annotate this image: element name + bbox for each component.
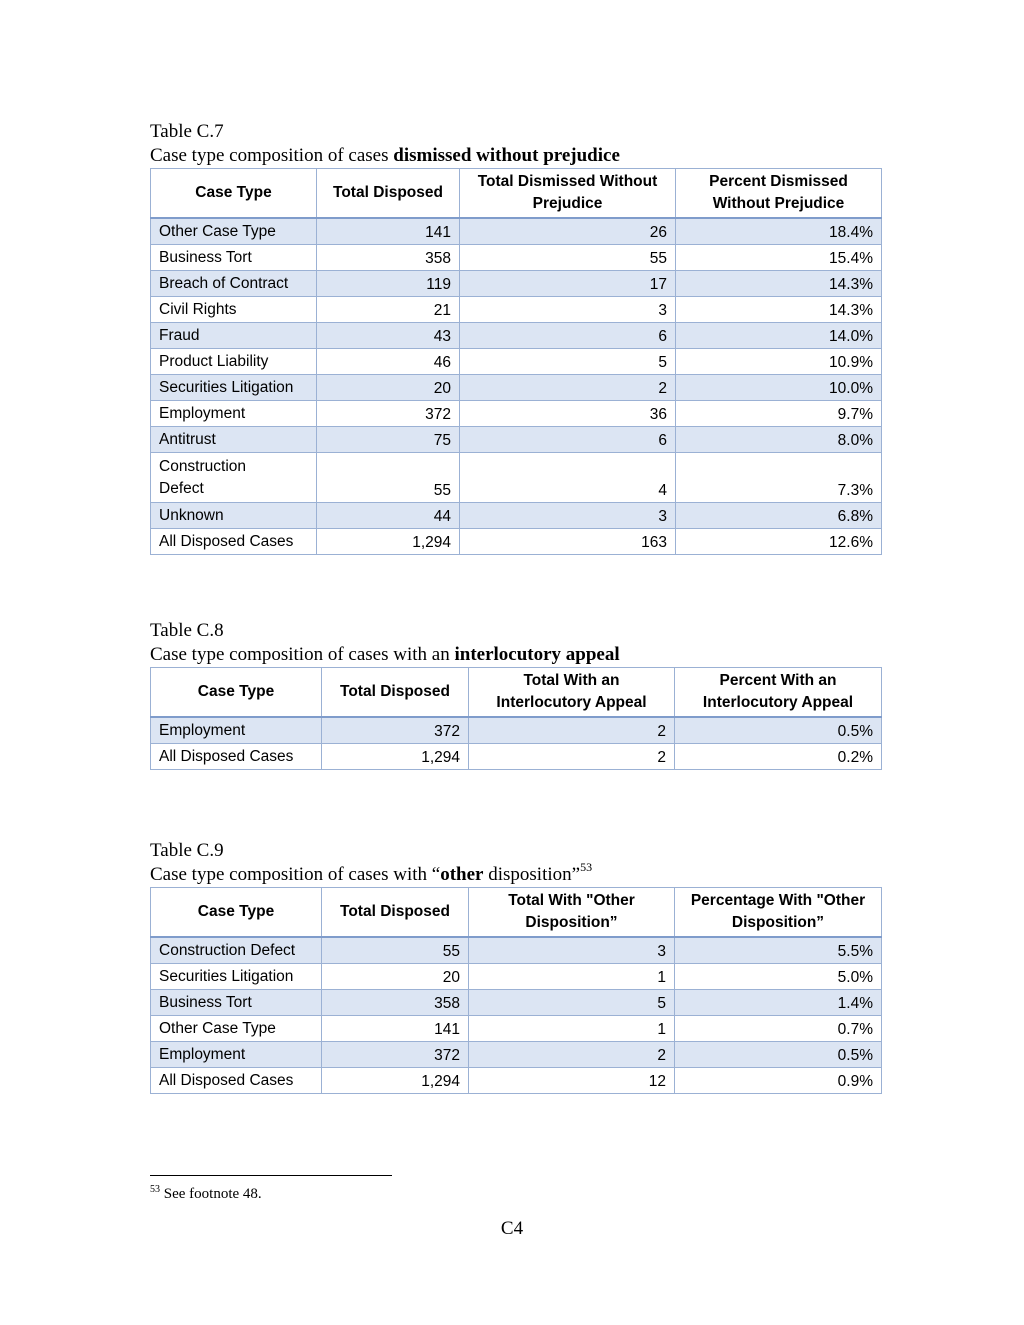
cell-count: 3 <box>460 297 676 323</box>
cell-percent: 5.0% <box>675 964 882 990</box>
table-header-row <box>151 888 882 938</box>
cell-total-disposed: 372 <box>322 717 469 744</box>
header-total-disposed: Total Disposed <box>322 888 469 938</box>
cell-total-disposed: 1,294 <box>317 529 460 555</box>
cell-count: 163 <box>460 529 676 555</box>
cell-total-disposed: 21 <box>317 297 460 323</box>
cell-total-disposed: 20 <box>317 375 460 401</box>
cell-case-type: Construction Defect <box>151 937 322 964</box>
table-row <box>151 349 882 375</box>
footnote-divider <box>150 1175 392 1176</box>
cell-count: 26 <box>460 218 676 245</box>
table-row <box>151 323 882 349</box>
footnote-number: 53 <box>150 1184 160 1195</box>
cell-percent: 0.9% <box>675 1068 882 1094</box>
cell-count: 2 <box>469 1042 675 1068</box>
header-case-type: Case Type <box>151 668 322 718</box>
table-row <box>151 427 882 453</box>
header-case-type: Case Type <box>151 169 317 219</box>
caption-text: Case type composition of cases with an <box>150 644 455 665</box>
cell-percent: 0.7% <box>675 1016 882 1042</box>
cell-case-type: Construction Defect <box>151 453 317 503</box>
cell-count: 1 <box>469 1016 675 1042</box>
table-row <box>151 218 882 245</box>
cell-percent: 14.3% <box>676 271 882 297</box>
table-row <box>151 529 882 555</box>
table-number: Table C.9 <box>150 840 224 861</box>
cell-total-disposed: 43 <box>317 323 460 349</box>
header-total-count: Total With an Interlocutory Appeal <box>469 668 675 718</box>
header-total-count: Total Dismissed Without Prejudice <box>460 169 676 219</box>
cell-total-disposed: 55 <box>322 937 469 964</box>
cell-count: 5 <box>469 990 675 1016</box>
caption-text-end: disposition” <box>483 864 581 885</box>
cell-total-disposed: 119 <box>317 271 460 297</box>
cell-count: 2 <box>460 375 676 401</box>
cell-count: 6 <box>460 427 676 453</box>
caption-emphasis: dismissed without prejudice <box>393 145 620 166</box>
cell-case-type: Breach of Contract <box>151 271 317 297</box>
cell-case-type: Business Tort <box>151 245 317 271</box>
table-row <box>151 1042 882 1068</box>
cell-case-type: Civil Rights <box>151 297 317 323</box>
cell-count: 4 <box>460 453 676 503</box>
cell-count: 3 <box>469 937 675 964</box>
cell-case-type: Product Liability <box>151 349 317 375</box>
cell-percent: 18.4% <box>676 218 882 245</box>
cell-percent: 9.7% <box>676 401 882 427</box>
caption-footnote-ref: 53 <box>580 859 593 874</box>
header-case-type: Case Type <box>151 888 322 938</box>
header-total-disposed: Total Disposed <box>322 668 469 718</box>
table-caption <box>150 144 881 168</box>
cell-case-type: Business Tort <box>151 990 322 1016</box>
table-row <box>151 271 882 297</box>
table-row <box>151 375 882 401</box>
cell-case-type: Employment <box>151 1042 322 1068</box>
cell-percent: 8.0% <box>676 427 882 453</box>
cell-total-disposed: 1,294 <box>322 1068 469 1094</box>
table-row <box>151 744 882 770</box>
cell-total-disposed: 141 <box>322 1016 469 1042</box>
table-row <box>151 297 882 323</box>
cell-total-disposed: 358 <box>322 990 469 1016</box>
cell-total-disposed: 20 <box>322 964 469 990</box>
cell-case-type: All Disposed Cases <box>151 744 322 770</box>
table-c8 <box>150 667 882 770</box>
cell-count: 5 <box>460 349 676 375</box>
cell-case-type: Employment <box>151 717 322 744</box>
cell-percent: 14.3% <box>676 297 882 323</box>
cell-percent: 0.5% <box>675 1042 882 1068</box>
header-percent: Percentage With "Other Disposition” <box>675 888 882 938</box>
cell-count: 12 <box>469 1068 675 1094</box>
header-percent: Percent Dismissed Without Prejudice <box>676 169 882 219</box>
caption-text: Case type composition of cases with “ <box>150 864 441 885</box>
caption-emphasis: interlocutory appeal <box>454 644 620 665</box>
cell-count: 2 <box>469 744 675 770</box>
table-row <box>151 401 882 427</box>
cell-percent: 10.0% <box>676 375 882 401</box>
table-header-row <box>151 668 882 718</box>
caption-emphasis: other <box>440 864 484 885</box>
cell-total-disposed: 141 <box>317 218 460 245</box>
cell-count: 3 <box>460 503 676 529</box>
table-row <box>151 964 882 990</box>
cell-case-type: Securities Litigation <box>151 375 317 401</box>
table-row <box>151 453 882 503</box>
cell-case-type: Employment <box>151 401 317 427</box>
cell-count: 1 <box>469 964 675 990</box>
table-c9-block <box>150 839 881 1094</box>
cell-total-disposed: 372 <box>317 401 460 427</box>
cell-total-disposed: 358 <box>317 245 460 271</box>
cell-count: 55 <box>460 245 676 271</box>
cell-case-type: Other Case Type <box>151 1016 322 1042</box>
cell-count: 36 <box>460 401 676 427</box>
table-caption <box>150 643 881 667</box>
cell-total-disposed: 55 <box>317 453 460 503</box>
cell-case-type: Securities Litigation <box>151 964 322 990</box>
header-percent: Percent With an Interlocutory Appeal <box>675 668 882 718</box>
header-total-count: Total With "Other Disposition” <box>469 888 675 938</box>
cell-percent: 14.0% <box>676 323 882 349</box>
footnote-text: See footnote 48. <box>160 1186 262 1202</box>
cell-percent: 12.6% <box>676 529 882 555</box>
cell-total-disposed: 46 <box>317 349 460 375</box>
table-number: Table C.8 <box>150 620 224 641</box>
table-header-row <box>151 169 882 219</box>
cell-percent: 15.4% <box>676 245 882 271</box>
table-row <box>151 1016 882 1042</box>
table-number: Table C.7 <box>150 121 224 142</box>
cell-case-type: Unknown <box>151 503 317 529</box>
cell-total-disposed: 75 <box>317 427 460 453</box>
cell-percent: 0.2% <box>675 744 882 770</box>
cell-percent: 10.9% <box>676 349 882 375</box>
cell-total-disposed: 372 <box>322 1042 469 1068</box>
cell-percent: 0.5% <box>675 717 882 744</box>
cell-case-type: Antitrust <box>151 427 317 453</box>
cell-percent: 1.4% <box>675 990 882 1016</box>
cell-count: 6 <box>460 323 676 349</box>
cell-percent: 6.8% <box>676 503 882 529</box>
table-c9 <box>150 887 882 1094</box>
cell-case-type: Fraud <box>151 323 317 349</box>
table-row <box>151 503 882 529</box>
table-c8-block <box>150 619 881 770</box>
table-row <box>151 1068 882 1094</box>
table-row <box>151 245 882 271</box>
cell-case-type: All Disposed Cases <box>151 1068 322 1094</box>
caption-text: Case type composition of cases <box>150 145 394 166</box>
cell-count: 2 <box>469 717 675 744</box>
cell-total-disposed: 44 <box>317 503 460 529</box>
table-row <box>151 717 882 744</box>
cell-percent: 5.5% <box>675 937 882 964</box>
table-caption <box>150 859 881 887</box>
table-c7 <box>150 168 882 555</box>
table-row <box>151 937 882 964</box>
table-row <box>151 990 882 1016</box>
table-c7-block <box>150 120 881 555</box>
page-number: C4 <box>500 1218 524 1239</box>
cell-percent: 7.3% <box>676 453 882 503</box>
header-total-disposed: Total Disposed <box>317 169 460 219</box>
footnote <box>150 1184 262 1203</box>
cell-case-type: All Disposed Cases <box>151 529 317 555</box>
cell-total-disposed: 1,294 <box>322 744 469 770</box>
cell-count: 17 <box>460 271 676 297</box>
cell-case-type: Other Case Type <box>151 218 317 245</box>
